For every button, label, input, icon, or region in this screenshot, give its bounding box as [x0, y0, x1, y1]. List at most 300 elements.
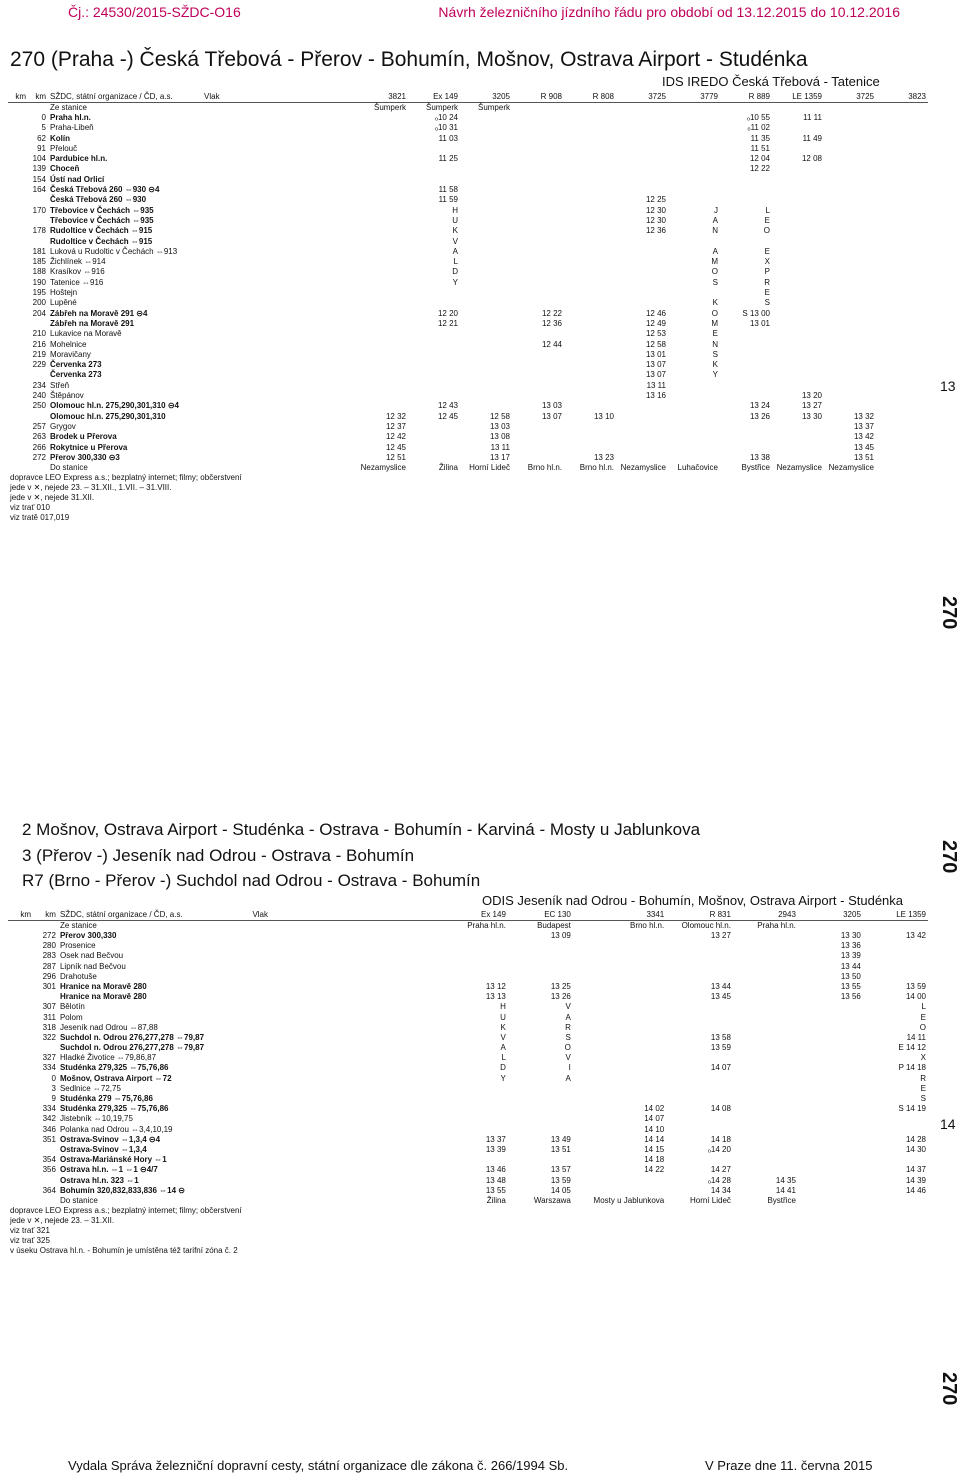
note-row [8, 493, 928, 503]
time-cell [512, 453, 564, 463]
time-cell [460, 257, 512, 267]
time-cell [733, 962, 798, 972]
time-cell [508, 1094, 573, 1104]
time-cell: K [500, 1022, 506, 1032]
time-cell [798, 1155, 863, 1165]
time-cell: X [764, 257, 770, 267]
time-cell: 13 07 [645, 370, 666, 380]
table-cell [8, 1053, 33, 1063]
to-row [8, 1196, 928, 1206]
station-name: Ostrava-Svinov ⇔1,3,4 ⊝4 [59, 1134, 161, 1144]
table-row [8, 257, 928, 267]
time-cell: 13 17 [489, 452, 510, 462]
time-cell [564, 309, 616, 319]
time-cell [356, 370, 408, 380]
time-cell [460, 164, 512, 174]
station-name: Studénka 279,325 ⇔75,76,86 [59, 1104, 169, 1114]
time-cell [408, 164, 460, 174]
time-cell [356, 144, 408, 154]
time-cell: 13 45 [710, 992, 731, 1002]
station-name: Luková u Rudoltic v Čechách ⇔913 [50, 246, 178, 256]
table-row [8, 278, 928, 288]
time-cell [512, 443, 564, 453]
km-cell: 181 [32, 246, 46, 256]
time-cell: N [712, 226, 718, 236]
time-cell: 12 32 [385, 411, 406, 421]
column-header: 3341 [573, 910, 666, 921]
time-cell [720, 381, 772, 391]
time-cell [798, 1135, 863, 1145]
time-cell: K [452, 226, 458, 236]
time-cell [733, 972, 798, 982]
time-cell: 13 03 [489, 421, 510, 431]
time-cell [668, 134, 720, 144]
time-cell: E [920, 1083, 926, 1093]
time-cell: 14 15 [644, 1144, 665, 1154]
time-cell: P [764, 267, 770, 277]
time-cell: S [712, 277, 718, 287]
table-cell [8, 1125, 33, 1135]
column-header: SŽDC, státní organizace / ČD, a.s. [48, 92, 202, 103]
time-cell [512, 216, 564, 226]
station-name: Červenka 273 [50, 370, 102, 380]
column-header: 3205 [460, 92, 512, 103]
table-cell [8, 309, 28, 319]
time-cell [512, 237, 564, 247]
time-cell [720, 422, 772, 432]
station-name: Přelouč [50, 143, 78, 153]
time-cell [616, 298, 668, 308]
time-cell [564, 175, 616, 185]
side-label-270b: 270 [938, 840, 960, 874]
time-cell: 14 27 [710, 1165, 731, 1175]
column-header: 3823 [876, 92, 928, 103]
table-cell [33, 1196, 58, 1206]
time-cell [460, 247, 512, 257]
time-cell: 13 50 [840, 971, 861, 981]
time-cell [798, 1114, 863, 1124]
time-cell [616, 113, 668, 123]
time-cell [460, 370, 512, 380]
table-row [8, 195, 928, 205]
time-cell [666, 1023, 733, 1033]
table-cell [8, 1114, 33, 1124]
station-name: Zábřeh na Moravě 291 [50, 318, 135, 328]
time-cell: 13 09 [550, 931, 571, 940]
note-row [8, 513, 928, 523]
time-cell [772, 175, 824, 185]
time-cell: 11 49 [802, 133, 822, 143]
column-header: 2943 [733, 910, 798, 921]
station-name: Ostrava-Mariánské Hory ⇔1 [59, 1155, 167, 1165]
to-station: Brno hl.n. [579, 463, 614, 473]
to-station: Warszawa [533, 1195, 571, 1205]
time-cell [798, 1013, 863, 1023]
to-row [8, 463, 928, 473]
time-cell: E [920, 1012, 926, 1022]
table-cell [8, 288, 28, 298]
time-cell [668, 401, 720, 411]
time-cell: 13 58 [710, 1032, 731, 1042]
table-cell [250, 1176, 442, 1186]
station-name: Polom [59, 1012, 83, 1022]
table-cell [8, 401, 28, 411]
table-cell [250, 1053, 442, 1063]
station-name: Třebovice v Čechách ⇔935 [50, 205, 154, 215]
time-cell [616, 164, 668, 174]
table-cell [202, 432, 356, 442]
time-cell [772, 247, 824, 257]
time-cell: 13 25 [550, 981, 571, 991]
time-cell [356, 350, 408, 360]
time-cell: 12 21 [437, 318, 458, 328]
km-cell: 154 [32, 174, 46, 184]
note-row [8, 473, 928, 483]
column-header: km [33, 910, 58, 921]
time-cell: Y [500, 1073, 506, 1083]
side-label-270c: 270 [938, 1372, 960, 1406]
time-cell [443, 951, 508, 961]
ids-label: IDS IREDO Česká Třebová - Tatenice [662, 74, 880, 89]
time-cell [512, 329, 564, 339]
time-cell [573, 1084, 666, 1094]
time-cell [863, 972, 928, 982]
table-cell [8, 123, 28, 133]
km-cell [33, 1176, 58, 1186]
time-cell: 13 57 [550, 1165, 571, 1175]
time-cell: 14 41 [775, 1185, 796, 1195]
table-cell [250, 1114, 442, 1124]
time-cell: 13 42 [905, 931, 926, 940]
station-name: Ostrava hl.n. 323 ⇔1 [59, 1175, 139, 1185]
from-row [8, 103, 928, 114]
table-row [8, 1104, 928, 1114]
km-cell: 311 [43, 1012, 56, 1022]
table-cell [8, 350, 28, 360]
time-cell: 14 30 [905, 1144, 926, 1154]
table-row [8, 992, 928, 1002]
km-cell: 257 [32, 421, 46, 431]
time-cell [356, 257, 408, 267]
time-cell [408, 443, 460, 453]
to-station: Bystřice [741, 463, 770, 473]
station-name: Česká Třebová 260 ⇔930 ⊝4 [50, 185, 160, 195]
table-cell [202, 453, 356, 463]
station-name: Pardubice hl.n. [50, 154, 108, 164]
time-cell: ₒ10 31 [434, 123, 458, 133]
time-cell [863, 1114, 928, 1124]
table-cell [8, 1043, 33, 1053]
time-cell [772, 278, 824, 288]
time-cell [573, 941, 666, 951]
time-cell [564, 391, 616, 401]
km-cell: 216 [32, 339, 46, 349]
time-cell: V [565, 1053, 571, 1063]
time-cell [512, 185, 564, 195]
time-cell [356, 113, 408, 123]
column-header: 3205 [798, 910, 863, 921]
km-cell: 164 [32, 185, 46, 195]
to-station: Nezamyslice [360, 463, 406, 473]
note-text: viz trať 010 [10, 503, 50, 513]
time-cell [460, 350, 512, 360]
station-name: Přerov 300,330 ⊝3 [50, 452, 120, 462]
station-name: Studénka 279,325 ⇔75,76,86 [59, 1063, 169, 1073]
km-cell: 170 [32, 205, 46, 215]
time-cell [512, 288, 564, 298]
note-text: dopravce LEO Express a.s.; bezplatný internet; filmy; občerstvení [10, 1205, 242, 1215]
table-row [8, 962, 928, 972]
table-cell [250, 1186, 442, 1196]
timetable-2 [8, 910, 928, 1256]
time-cell [564, 350, 616, 360]
time-cell: 14 37 [905, 1165, 926, 1175]
time-cell [356, 267, 408, 277]
time-cell [512, 278, 564, 288]
table-cell [202, 247, 356, 257]
table-row [8, 154, 928, 164]
from-label: Ze stanice [59, 921, 97, 930]
time-cell [512, 370, 564, 380]
km-cell: 0 [41, 113, 46, 122]
time-cell: 14 05 [550, 1185, 571, 1195]
table-row [8, 298, 928, 308]
time-cell [668, 164, 720, 174]
time-cell [356, 226, 408, 236]
time-cell [720, 195, 772, 205]
time-cell [733, 1104, 798, 1114]
to-station: Žilina [438, 463, 458, 473]
time-cell [443, 1125, 508, 1135]
time-cell [666, 1013, 733, 1023]
time-cell [564, 340, 616, 350]
km-cell [33, 992, 58, 1002]
time-cell [666, 1114, 733, 1124]
column-header: km [28, 92, 48, 103]
time-cell: 12 53 [645, 329, 666, 339]
time-cell [573, 1023, 666, 1033]
table-row [8, 1176, 928, 1186]
time-cell [508, 972, 573, 982]
time-cell [512, 164, 564, 174]
time-cell [720, 432, 772, 442]
time-cell: 12 04 [749, 154, 770, 164]
time-cell: E [712, 329, 718, 339]
time-cell: 11 59 [438, 195, 458, 205]
table-cell [8, 463, 28, 473]
station-name: Střeň [50, 380, 70, 390]
time-cell: 13 39 [840, 951, 861, 961]
station-name: Krasíkov ⇔916 [50, 267, 105, 277]
time-cell [733, 982, 798, 992]
table-cell [250, 992, 442, 1002]
km-cell [33, 1043, 58, 1053]
time-cell [443, 1084, 508, 1094]
table-cell [8, 216, 28, 226]
table-row [8, 931, 928, 941]
to-label: Do stanice [50, 463, 88, 473]
table-cell [202, 216, 356, 226]
time-cell [460, 206, 512, 216]
time-cell [564, 247, 616, 257]
time-cell [668, 381, 720, 391]
km-cell: 5 [41, 123, 46, 133]
table-cell [202, 319, 356, 329]
km-cell: 263 [32, 432, 46, 442]
table-cell [8, 453, 28, 463]
table-cell [202, 463, 356, 473]
table-cell [202, 443, 356, 453]
time-cell [408, 175, 460, 185]
time-cell [863, 1155, 928, 1165]
time-cell: 13 30 [801, 411, 822, 421]
km-cell: 301 [42, 981, 56, 991]
time-cell [733, 1135, 798, 1145]
table-cell [202, 360, 356, 370]
table-cell [8, 1023, 33, 1033]
time-cell [720, 370, 772, 380]
km-cell: 0 [51, 1073, 56, 1083]
time-cell: A [712, 215, 718, 225]
table-row [8, 381, 928, 391]
table-row [8, 1033, 928, 1043]
time-cell [668, 185, 720, 195]
table-row [8, 370, 928, 380]
time-cell [564, 370, 616, 380]
table-cell [250, 921, 442, 932]
time-cell [508, 1084, 573, 1094]
time-cell [573, 1002, 666, 1012]
table-cell [250, 1094, 442, 1104]
table-row [8, 226, 928, 236]
time-cell [508, 1114, 573, 1124]
time-cell [408, 370, 460, 380]
time-cell [564, 226, 616, 236]
time-cell: 14 14 [644, 1134, 665, 1144]
time-cell [772, 206, 824, 216]
time-cell: M [711, 318, 718, 328]
time-cell: L [453, 257, 458, 267]
km-cell: 296 [42, 971, 56, 981]
time-cell [508, 1155, 573, 1165]
table-cell [250, 1013, 442, 1023]
km-cell: 346 [42, 1124, 56, 1134]
km-cell: 91 [37, 143, 46, 153]
time-cell [564, 329, 616, 339]
time-cell: 13 44 [840, 961, 861, 971]
table-cell [202, 195, 356, 205]
time-cell [564, 144, 616, 154]
time-cell [616, 453, 668, 463]
time-cell [573, 1043, 666, 1053]
time-cell: 13 48 [485, 1175, 506, 1185]
time-cell [460, 329, 512, 339]
table-cell [8, 1165, 33, 1175]
note-text: jede v ✕, nejede 23. – 31.XII. [10, 1215, 115, 1225]
station-name: Brodek u Přerova [50, 432, 117, 442]
time-cell [443, 962, 508, 972]
time-cell: 12 22 [749, 164, 770, 174]
footer-right: V Praze dne 11. června 2015 [705, 1458, 873, 1473]
time-cell: 13 59 [550, 1175, 571, 1185]
time-cell [733, 1084, 798, 1094]
km-cell [28, 195, 48, 205]
table-cell [8, 329, 28, 339]
to-station: Bystřice [767, 1195, 796, 1205]
table-cell [8, 154, 28, 164]
time-cell: ₒ14 28 [707, 1175, 731, 1185]
table-cell [250, 951, 442, 961]
km-cell: 3 [51, 1083, 56, 1093]
km-cell: 195 [32, 288, 46, 298]
time-cell: 13 07 [645, 360, 666, 370]
time-cell [564, 237, 616, 247]
time-cell [863, 962, 928, 972]
time-cell [573, 1074, 666, 1084]
time-cell [733, 1043, 798, 1053]
time-cell [720, 391, 772, 401]
station-name: Choceň [50, 164, 80, 174]
page-number-14: 14 [940, 1116, 956, 1132]
station-name: Jeseník nad Odrou ⇔87,88 [59, 1022, 158, 1032]
time-cell [616, 154, 668, 164]
time-cell [798, 1094, 863, 1104]
time-cell [733, 1074, 798, 1084]
time-cell [356, 319, 408, 329]
time-cell: 13 32 [853, 411, 874, 421]
time-cell [508, 951, 573, 961]
side-label-270: 270 [938, 596, 960, 630]
table-cell [8, 237, 28, 247]
time-cell [720, 329, 772, 339]
table-cell [202, 340, 356, 350]
time-cell [666, 1094, 733, 1104]
to-station: Horní Lideč [690, 1195, 731, 1205]
station-name: Rudoltice v Čechách ⇔915 [50, 236, 153, 246]
time-cell [564, 113, 616, 123]
time-cell [564, 123, 616, 133]
time-cell: 12 45 [437, 411, 458, 421]
table-row [8, 1155, 928, 1165]
time-cell: Y [452, 277, 458, 287]
time-cell [772, 319, 824, 329]
time-cell [564, 319, 616, 329]
time-cell [408, 350, 460, 360]
table-cell [202, 103, 356, 114]
table-cell [8, 941, 33, 951]
time-cell: 12 49 [645, 318, 666, 328]
time-cell [408, 453, 460, 463]
time-cell [616, 412, 668, 422]
table-cell [8, 298, 28, 308]
time-cell [564, 267, 616, 277]
station-name: Sedlnice ⇔72,75 [59, 1083, 121, 1093]
note-text: v úseku Ostrava hl.n. - Bohumín je umístěna též tarifní zóna č. 2 [10, 1245, 238, 1255]
km-cell: 351 [42, 1134, 56, 1144]
table-cell [28, 463, 48, 473]
time-cell: 13 10 [593, 411, 614, 421]
time-cell: 14 11 [906, 1032, 926, 1042]
time-cell [772, 453, 824, 463]
table-row [8, 1165, 928, 1175]
time-cell [512, 432, 564, 442]
time-cell: 13 49 [550, 1134, 571, 1144]
time-cell [460, 391, 512, 401]
to-station: Horní Lideč [469, 463, 510, 473]
km-cell: 342 [42, 1114, 56, 1124]
time-cell [733, 1033, 798, 1043]
km-cell: 204 [32, 308, 46, 318]
